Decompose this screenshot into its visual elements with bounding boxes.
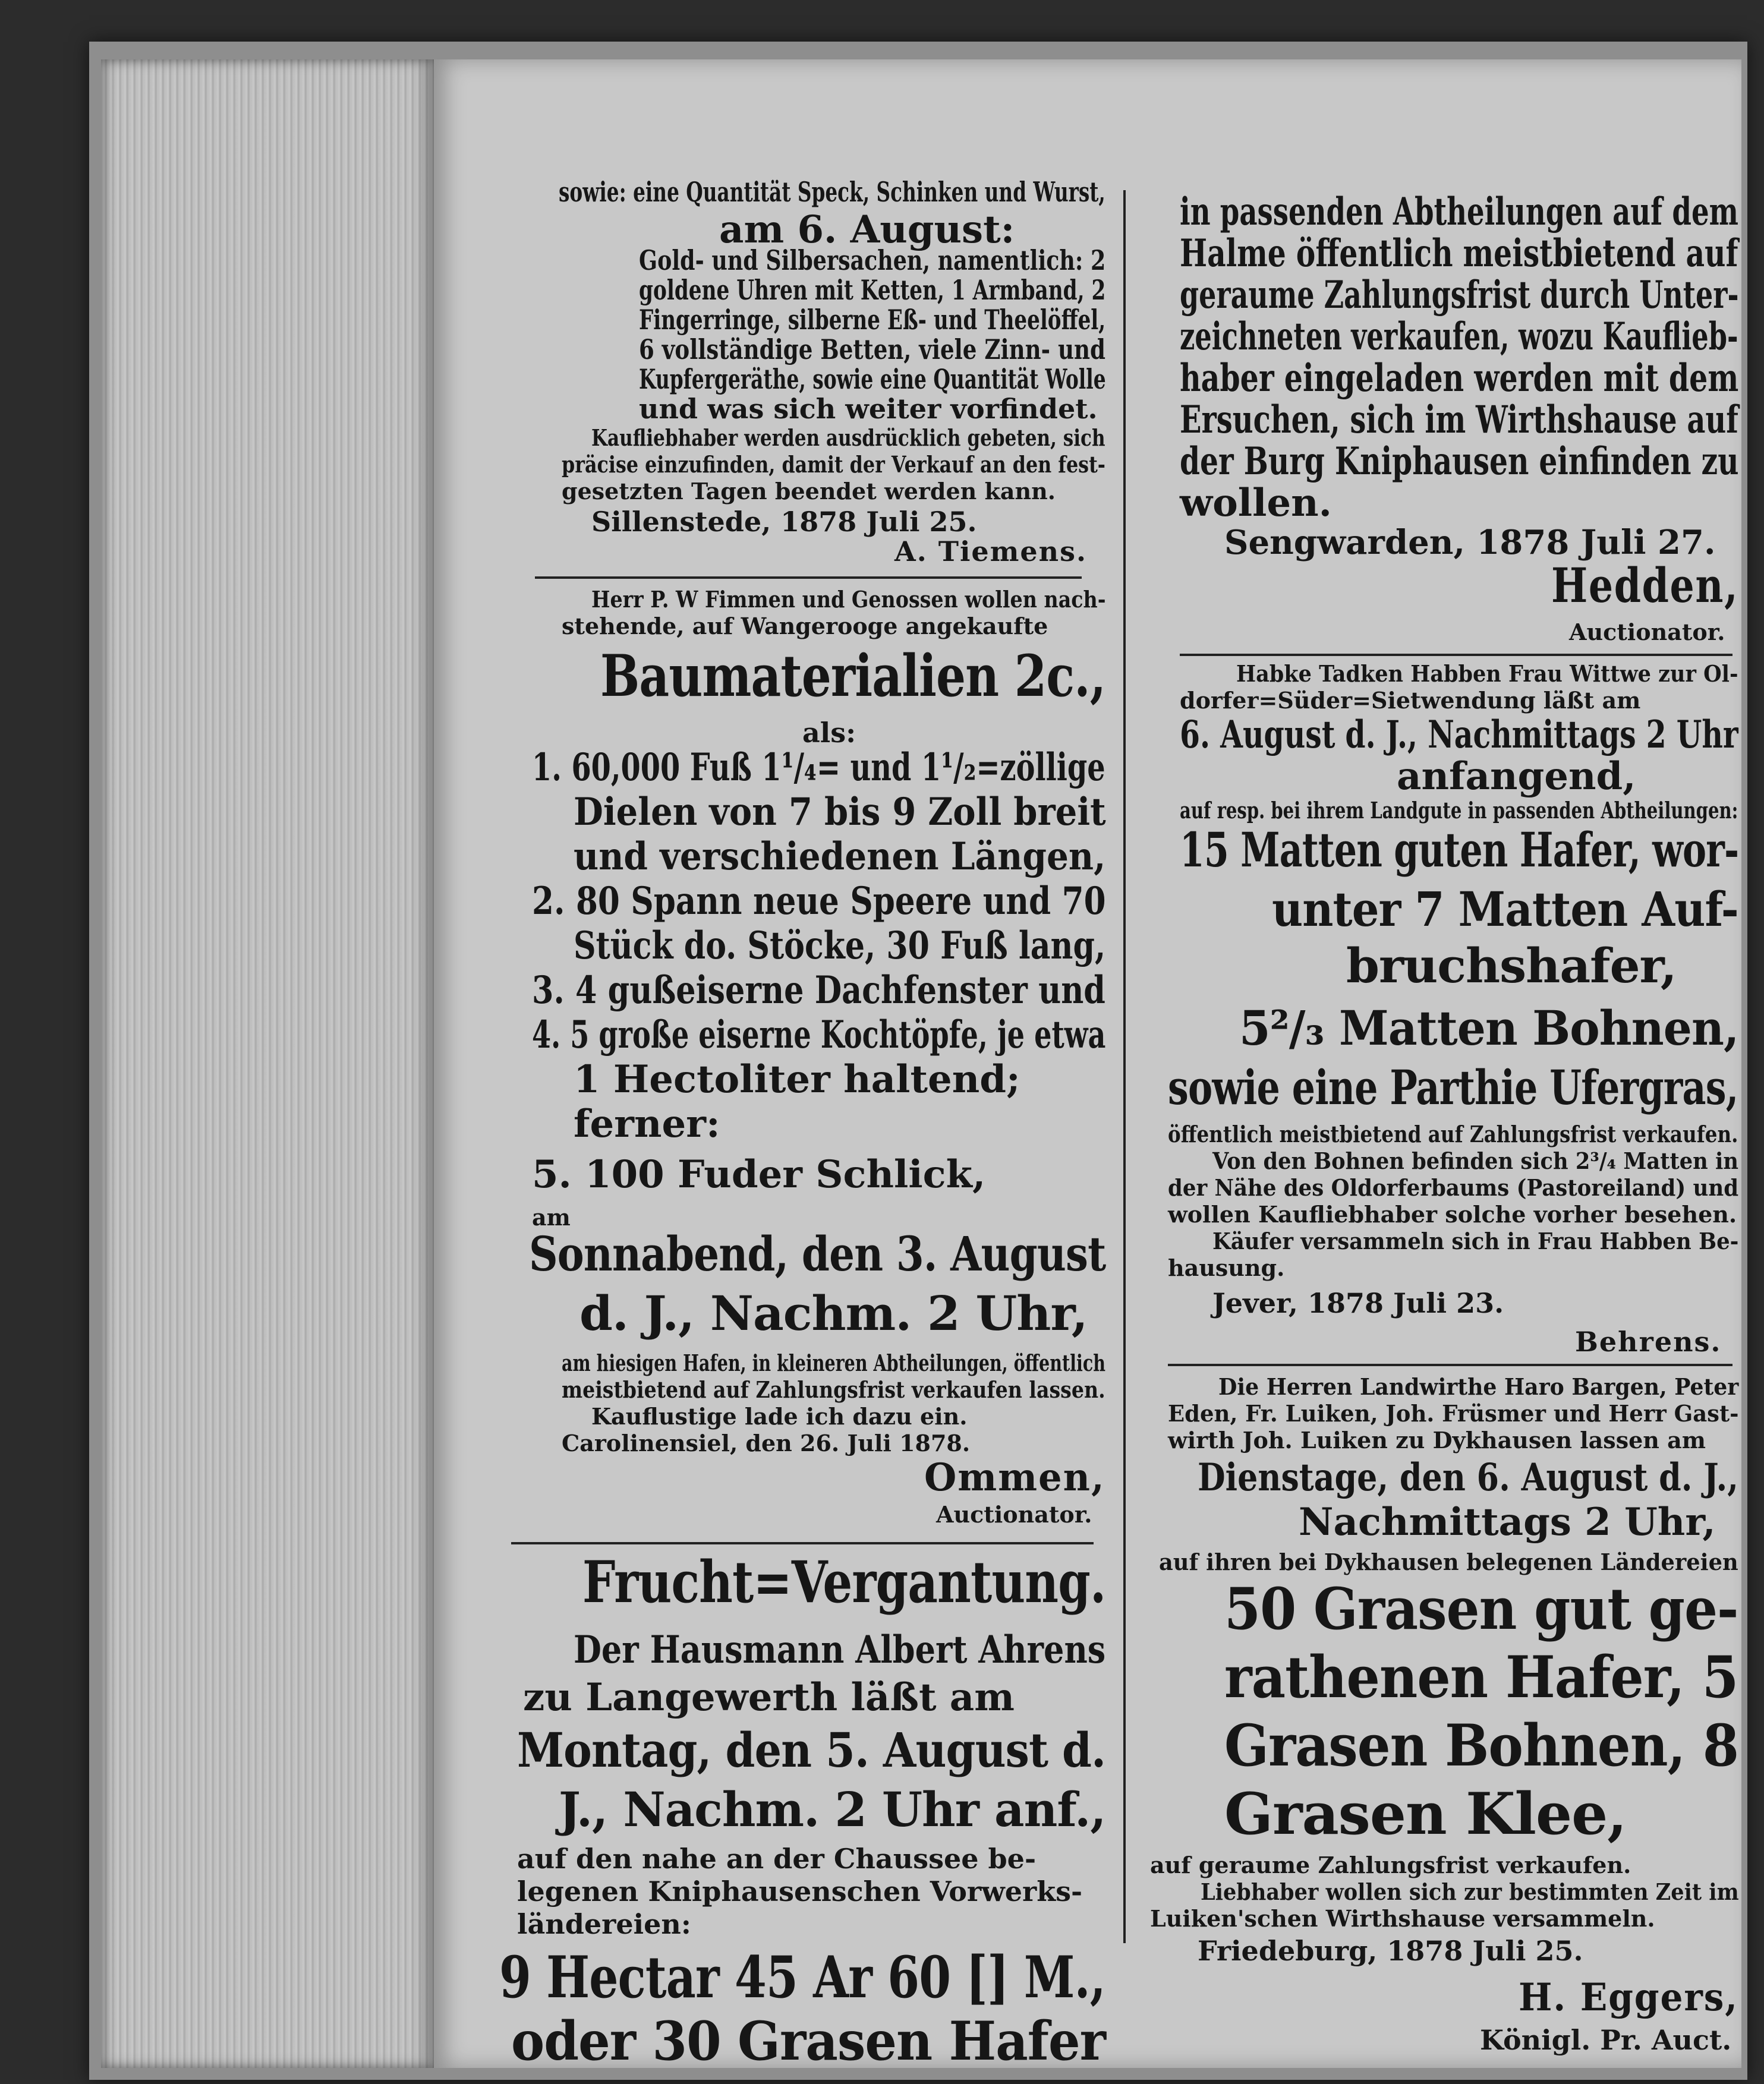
text-line: zu Langewerth läßt am	[523, 1675, 1015, 1720]
text-line: hausung.	[1168, 1254, 1285, 1281]
text-line: auf ihren bei Dykhausen belegenen Ländereien	[1159, 1549, 1738, 1575]
text-line: und was sich weiter vorfindet.	[639, 393, 1098, 425]
heading: 9 Hectar 45 Ar 60 [] M.,	[499, 1944, 1105, 2011]
text-line: Sillenstede, 1878 Juli 25.	[591, 506, 977, 538]
date-heading: d. J., Nachm. 2 Uhr,	[579, 1285, 1088, 1341]
text-line: 6 vollständige Betten, viele Zinn- und	[639, 333, 1106, 365]
text-line: Ersuchen, sich im Wirthshause auf	[1180, 398, 1738, 442]
text-line: öffentlich meistbietend auf Zahlungsfrist verkaufen.	[1168, 1121, 1738, 1147]
text-line: Luiken'schen Wirthshause versammeln.	[1150, 1905, 1655, 1932]
text-line: auf den nahe an der Chaussee be-	[517, 1843, 1037, 1875]
text-line: Eden, Fr. Luiken, Joh. Früsmer und Herr Gast-	[1168, 1400, 1739, 1427]
heading: Grasen Bohnen, 8	[1224, 1712, 1739, 1779]
text-line: am	[532, 1204, 571, 1231]
text-line: 2. 80 Spann neue Speere und 70	[532, 879, 1106, 923]
text-line: ferner:	[574, 1102, 720, 1146]
signature: Ommen,	[924, 1455, 1105, 1500]
text-line: sowie: eine Quantität Speck, Schinken und Wurst,	[559, 176, 1105, 208]
text-line: Kupfergeräthe, sowie eine Quantität Wolle	[639, 363, 1106, 395]
text-line: dorfer=Süder=Sietwendung läßt am	[1180, 687, 1641, 714]
date-heading: Dienstage, den 6. August d. J.,	[1198, 1455, 1739, 1500]
text-line: Jever, 1878 Juli 23.	[1212, 1287, 1504, 1319]
text-line: stehende, auf Wangerooge angekaufte	[562, 613, 1048, 639]
text-line: Kaufliebhaber werden ausdrücklich gebeten, sich	[591, 424, 1105, 451]
text-line: und verschiedenen Längen,	[574, 834, 1106, 879]
text-line: auf geraume Zahlungsfrist verkaufen.	[1150, 1852, 1631, 1878]
section-divider	[511, 1542, 1094, 1544]
text-line: Gold- und Silbersachen, namentlich: 2	[639, 244, 1106, 276]
signature: Behrens.	[1575, 1326, 1722, 1358]
text-line: wirth Joh. Luiken zu Dykhausen lassen am	[1168, 1427, 1706, 1454]
text-line: der Nähe des Oldorferbaums (Pastoreiland) und	[1168, 1174, 1739, 1201]
text-line: Königl. Pr. Auct.	[1480, 2024, 1732, 2056]
text-line: Stück do. Stöcke, 30 Fuß lang,	[574, 923, 1106, 968]
text-line: meistbietend auf Zahlungsfrist verkaufen lassen.	[562, 1376, 1105, 1403]
text-line: zeichneten verkaufen, wozu Kauflieb-	[1180, 314, 1738, 359]
text-line: 5. 100 Fuder Schlick,	[532, 1152, 986, 1197]
text-line: Sengwarden, 1878 Juli 27.	[1224, 523, 1716, 562]
text-line: Kauflustige lade ich dazu ein.	[591, 1403, 968, 1430]
heading: 5²/₃ Matten Bohnen,	[1239, 1000, 1739, 1056]
text-line: Habke Tadken Habben Frau Wittwe zur Ol-	[1236, 660, 1738, 687]
text-line: Dielen von 7 bis 9 Zoll breit	[574, 790, 1106, 834]
text-line: legenen Kniphausenschen Vorwerks-	[517, 1875, 1083, 1908]
text-line: haber eingeladen werden mit dem	[1180, 356, 1739, 401]
text-line: wollen.	[1180, 481, 1332, 525]
text-line: Liebhaber wollen sich zur bestimmten Zeit im	[1201, 1878, 1739, 1905]
text-line: wollen Kaufliebhaber solche vorher besehen.	[1168, 1201, 1737, 1228]
section-divider	[1168, 1364, 1732, 1366]
book-page-edges	[101, 59, 434, 2068]
heading: bruchshafer,	[1346, 938, 1677, 994]
heading: 50 Grasen gut ge-	[1224, 1575, 1738, 1642]
text-line: Carolinensiel, den 26. Juli 1878.	[562, 1430, 971, 1456]
text-line: als:	[802, 717, 856, 749]
text-line: 6. August d. J., Nachmittags 2 Uhr	[1180, 712, 1738, 757]
heading: oder 30 Grasen Hafer	[511, 2010, 1106, 2073]
text-line: Halme öffentlich meistbietend auf	[1180, 231, 1738, 276]
text-line: anfangend,	[1397, 754, 1636, 799]
date-heading: J., Nachm. 2 Uhr anf.,	[559, 1782, 1106, 1837]
text-line: Die Herren Landwirthe Haro Bargen, Peter	[1218, 1373, 1739, 1400]
text-line: Friedeburg, 1878 Juli 25.	[1198, 1935, 1583, 1967]
signature: H. Eggers,	[1519, 1975, 1738, 2020]
heading: rathenen Hafer, 5	[1224, 1644, 1738, 1711]
signature: Hedden,	[1551, 557, 1739, 613]
text-line: am hiesigen Hafen, in kleineren Abtheilungen, öffentlich	[562, 1350, 1105, 1376]
heading: Frucht=Vergantung.	[582, 1549, 1106, 1616]
heading: Grasen Klee,	[1224, 1780, 1627, 1847]
heading: Baumaterialien 2c.,	[600, 642, 1106, 710]
text-line: der Burg Kniphausen einfinden zu	[1180, 439, 1739, 484]
text-line: am 6. August:	[719, 207, 1015, 252]
section-divider	[1180, 654, 1732, 656]
text-line: auf resp. bei ihrem Landgute in passenden Abtheilungen:	[1180, 797, 1738, 824]
column-separator	[1123, 190, 1126, 1943]
date-heading: Sonnabend, den 3. August	[529, 1226, 1106, 1282]
section-divider	[535, 576, 1082, 579]
text-line: ländereien:	[517, 1908, 691, 1940]
date-heading: Nachmittags 2 Uhr,	[1299, 1500, 1716, 1544]
text-line: in passenden Abtheilungen auf dem	[1180, 190, 1738, 234]
text-line: geraume Zahlungsfrist durch Unter-	[1180, 273, 1739, 317]
heading: 15 Matten guten Hafer, wor-	[1180, 822, 1739, 878]
text-line: Herr P. W Fimmen und Genossen wollen nach-	[591, 586, 1106, 613]
text-line: Käufer versammeln sich in Frau Habben Be-	[1212, 1228, 1739, 1254]
text-line: Von den Bohnen befinden sich 2³/₄ Matten in	[1212, 1147, 1739, 1174]
text-line: goldene Uhren mit Ketten, 1 Armband, 2	[639, 274, 1106, 306]
text-line: Auctionator.	[936, 1501, 1092, 1528]
text-line: 1. 60,000 Fuß 1¹/₄= und 1¹/₂=zöllige	[532, 745, 1105, 790]
text-line: präcise einzufinden, damit der Verkauf an den fest-	[562, 451, 1105, 478]
text-line: Der Hausmann Albert Ahrens	[574, 1628, 1106, 1672]
text-line: Fingerringe, silberne Eß- und Theelöffel,	[639, 304, 1106, 336]
text-line: 1 Hectoliter haltend;	[574, 1057, 1020, 1102]
text-line: 3. 4 gußeiserne Dachfenster und	[532, 968, 1105, 1013]
signature: A. Tiemens.	[894, 535, 1087, 567]
text-line: gesetzten Tagen beendet werden kann.	[562, 478, 1056, 505]
text-line: 4. 5 große eiserne Kochtöpfe, je etwa	[532, 1013, 1106, 1057]
heading: unter 7 Matten Auf-	[1272, 881, 1738, 937]
date-heading: Montag, den 5. August d.	[517, 1722, 1106, 1778]
text-line: Auctionator.	[1569, 619, 1725, 645]
heading: sowie eine Parthie Ufergras,	[1168, 1060, 1738, 1115]
